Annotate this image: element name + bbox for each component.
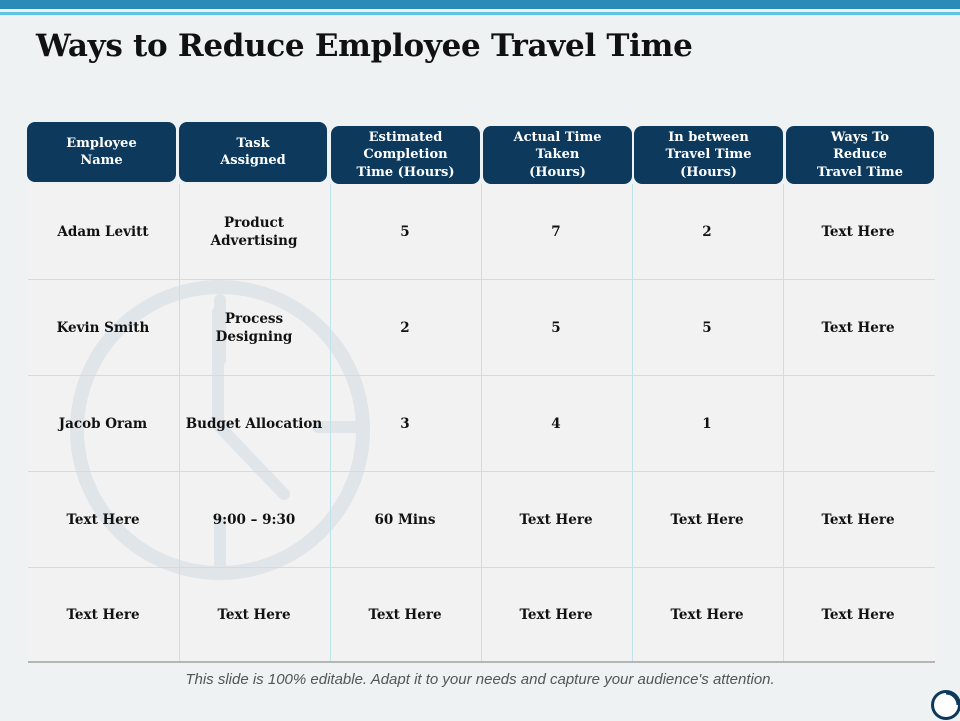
table-cell: Product Advertising	[210, 215, 298, 249]
table-cell: 1	[702, 416, 712, 432]
table-cell: 2	[702, 224, 712, 240]
loading-spinner-icon	[930, 689, 960, 721]
table-cell: Jacob Oram	[58, 416, 148, 432]
table-cell: Adam Levitt	[57, 224, 149, 240]
table-cell: Text Here	[519, 607, 593, 623]
table-cell: Text Here	[821, 224, 895, 240]
table-cell	[783, 376, 933, 472]
table-cell: 5	[551, 320, 561, 336]
table-cell: Budget Allocation	[185, 416, 323, 432]
table-cell: Text Here	[66, 512, 140, 528]
table-cell: Text Here	[368, 607, 442, 623]
table-cell: Kevin Smith	[56, 320, 150, 336]
table-cell: Text Here	[217, 607, 291, 623]
table-cell: 2	[400, 320, 410, 336]
table-cell: Process Designing	[215, 311, 293, 345]
table-cell: 5	[702, 320, 712, 336]
table-cell: Text Here	[821, 320, 895, 336]
table-cell: 3	[400, 416, 410, 432]
table-cell: Text Here	[670, 512, 744, 528]
table-cell: Text Here	[821, 607, 895, 623]
header-task-assigned: Task Assigned	[179, 122, 327, 182]
table-cell: Text Here	[821, 512, 895, 528]
table-cell: Text Here	[519, 512, 593, 528]
slide-title: Ways to Reduce Employee Travel Time	[36, 28, 693, 64]
header-in-between-travel-time: In between Travel Time (Hours)	[634, 126, 783, 184]
header-estimated-completion-time: Estimated Completion Time (Hours)	[331, 126, 480, 184]
top-accent-bar	[0, 0, 960, 9]
footer-note: This slide is 100% editable. Adapt it to your needs and capture your audience's attention.	[185, 671, 775, 688]
header-employee-name: Employee Name	[27, 122, 176, 182]
header-ways-to-reduce-travel-time: Ways To Reduce Travel Time	[786, 126, 934, 184]
table-cell: 60 Mins	[374, 512, 436, 528]
table-cell: 9:00 – 9:30	[212, 512, 296, 528]
table-cell: 7	[551, 224, 561, 240]
table-cell: Text Here	[670, 607, 744, 623]
table-cell: Text Here	[66, 607, 140, 623]
table-cell: 5	[400, 224, 410, 240]
header-actual-time-taken: Actual Time Taken (Hours)	[483, 126, 632, 184]
top-accent-stripe	[0, 12, 960, 15]
table-cell: 4	[551, 416, 561, 432]
